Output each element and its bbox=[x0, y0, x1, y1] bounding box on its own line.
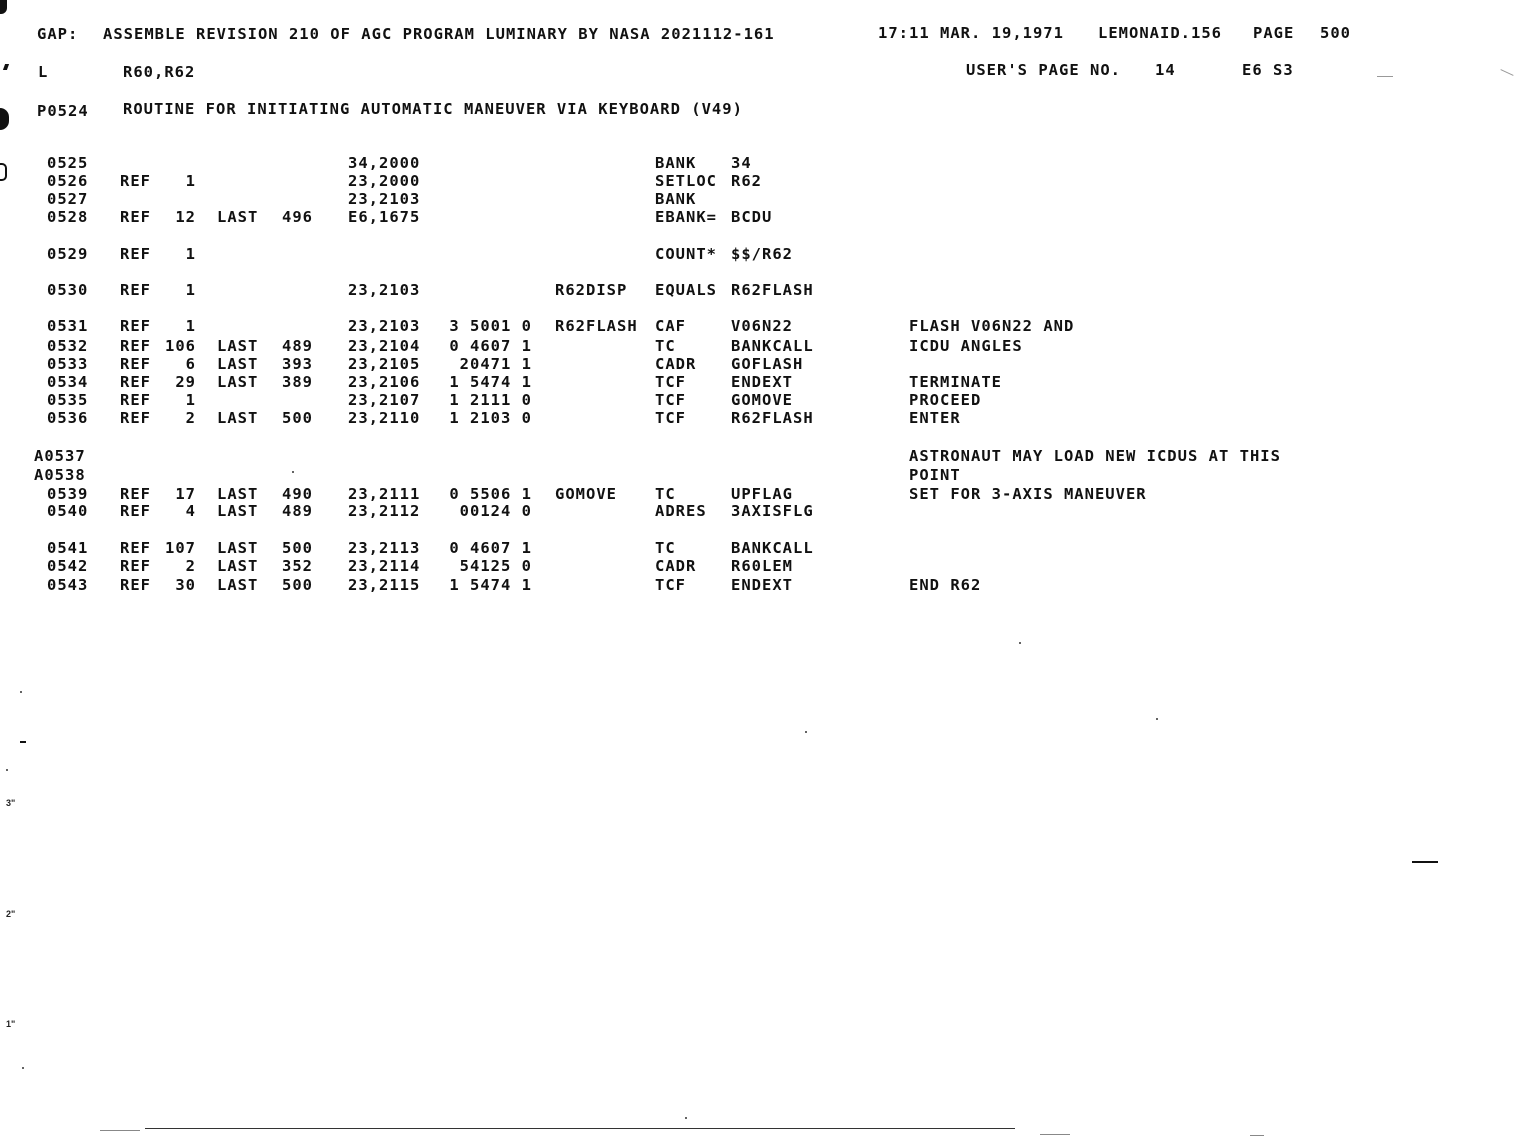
opcode: BANK bbox=[655, 190, 697, 208]
users-page-number: 14 bbox=[1155, 61, 1176, 79]
log-name: R60,R62 bbox=[123, 63, 196, 81]
line-number: 0539 bbox=[47, 485, 89, 503]
line-number: 0533 bbox=[47, 355, 89, 373]
line-number: A0537 bbox=[34, 447, 86, 465]
ref-label: REF bbox=[120, 373, 151, 391]
address: E6,1675 bbox=[348, 208, 421, 226]
last-label: LAST bbox=[217, 409, 259, 427]
last-label: LAST bbox=[217, 208, 259, 226]
margin-mark-2in: 2" bbox=[6, 909, 16, 919]
address: 23,2103 bbox=[348, 281, 421, 299]
scan-speck bbox=[20, 741, 26, 743]
ref-count: 1 bbox=[185, 172, 196, 190]
ref-label: REF bbox=[120, 337, 151, 355]
ref-count: 107 bbox=[165, 539, 196, 557]
machine-code: 1 2111 0 bbox=[449, 391, 532, 409]
opcode: SETLOC bbox=[655, 172, 717, 190]
last-label: LAST bbox=[217, 485, 259, 503]
operand: R62FLASH bbox=[731, 409, 814, 427]
ref-count: 2 bbox=[185, 409, 196, 427]
ref-label: REF bbox=[120, 557, 151, 575]
opcode: BANK bbox=[655, 154, 697, 172]
ref-label: REF bbox=[120, 576, 151, 594]
ref-label: REF bbox=[120, 539, 151, 557]
routine-title: ROUTINE FOR INITIATING AUTOMATIC MANEUVER VIA KEYBOARD (V49) bbox=[123, 100, 743, 118]
last-line: 500 bbox=[282, 409, 313, 427]
symbol-label: R62FLASH bbox=[555, 317, 638, 335]
line-number: A0538 bbox=[34, 466, 86, 484]
address: 23,2107 bbox=[348, 391, 421, 409]
machine-code: 0 4607 1 bbox=[449, 337, 532, 355]
page-bottom-rule bbox=[1040, 1134, 1070, 1135]
address: 23,2115 bbox=[348, 576, 421, 594]
opcode: TC bbox=[655, 539, 676, 557]
machine-code: 20471 1 bbox=[459, 355, 532, 373]
comment: ENTER bbox=[909, 409, 961, 427]
line-number: 0543 bbox=[47, 576, 89, 594]
address: 23,2110 bbox=[348, 409, 421, 427]
ref-label: REF bbox=[120, 391, 151, 409]
ref-label: REF bbox=[120, 172, 151, 190]
opcode: CADR bbox=[655, 355, 697, 373]
ref-count: 1 bbox=[185, 317, 196, 335]
opcode: EBANK= bbox=[655, 208, 717, 226]
scan-speck bbox=[1156, 718, 1158, 720]
comment: FLASH V06N22 AND bbox=[909, 317, 1075, 335]
assembly-title: ASSEMBLE REVISION 210 OF AGC PROGRAM LUMINARY BY NASA 2021112-161 bbox=[103, 25, 775, 43]
machine-code: 3 5001 0 bbox=[449, 317, 532, 335]
comment: POINT bbox=[909, 466, 961, 484]
scan-speck bbox=[3, 64, 9, 70]
opcode: ADRES bbox=[655, 502, 707, 520]
address: 23,2000 bbox=[348, 172, 421, 190]
ref-count: 17 bbox=[175, 485, 196, 503]
ref-count: 2 bbox=[185, 557, 196, 575]
machine-code: 54125 0 bbox=[459, 557, 532, 575]
symbol-label: GOMOVE bbox=[555, 485, 617, 503]
line-number: 0534 bbox=[47, 373, 89, 391]
operand: 34 bbox=[731, 154, 752, 172]
line-number: 0525 bbox=[47, 154, 89, 172]
opcode: TC bbox=[655, 337, 676, 355]
page-number: 500 bbox=[1320, 24, 1351, 42]
line-number: 0526 bbox=[47, 172, 89, 190]
address: 23,2103 bbox=[348, 190, 421, 208]
symbol-label: R62DISP bbox=[555, 281, 628, 299]
operand: 3AXISFLG bbox=[731, 502, 814, 520]
ref-label: REF bbox=[120, 502, 151, 520]
address: 23,2114 bbox=[348, 557, 421, 575]
comment: ASTRONAUT MAY LOAD NEW ICDUS AT THIS bbox=[909, 447, 1281, 465]
line-number: 0529 bbox=[47, 245, 89, 263]
scan-speck bbox=[20, 691, 22, 693]
operand: GOMOVE bbox=[731, 391, 793, 409]
page-label: PAGE bbox=[1253, 24, 1295, 42]
last-label: LAST bbox=[217, 502, 259, 520]
last-label: LAST bbox=[217, 337, 259, 355]
assembly-datetime: 17:11 MAR. 19,1971 bbox=[878, 24, 1064, 42]
last-label: LAST bbox=[217, 539, 259, 557]
ref-label: REF bbox=[120, 485, 151, 503]
lemonaid-id: LEMONAID.156 bbox=[1098, 24, 1222, 42]
opcode: TCF bbox=[655, 409, 686, 427]
line-number: 0540 bbox=[47, 502, 89, 520]
scan-speck bbox=[1019, 642, 1021, 644]
scan-speck bbox=[6, 769, 8, 771]
comment: ICDU ANGLES bbox=[909, 337, 1023, 355]
line-number: 0527 bbox=[47, 190, 89, 208]
page-bottom-rule bbox=[1250, 1135, 1264, 1136]
operand: ENDEXT bbox=[731, 576, 793, 594]
opcode: EQUALS bbox=[655, 281, 717, 299]
operand: R60LEM bbox=[731, 557, 793, 575]
ref-count: 4 bbox=[185, 502, 196, 520]
last-line: 496 bbox=[282, 208, 313, 226]
scan-speck bbox=[1412, 861, 1438, 863]
gap-label: GAP: bbox=[37, 25, 79, 43]
line-number: 0532 bbox=[47, 337, 89, 355]
machine-code: 0 5506 1 bbox=[449, 485, 532, 503]
operand: V06N22 bbox=[731, 317, 793, 335]
machine-code: 1 5474 1 bbox=[449, 373, 532, 391]
last-line: 500 bbox=[282, 576, 313, 594]
ref-label: REF bbox=[120, 281, 151, 299]
operand: $$/R62 bbox=[731, 245, 793, 263]
opcode: CAF bbox=[655, 317, 686, 335]
scan-speck bbox=[292, 471, 294, 473]
operand: ENDEXT bbox=[731, 373, 793, 391]
ref-count: 29 bbox=[175, 373, 196, 391]
opcode: TC bbox=[655, 485, 676, 503]
line-number: 0535 bbox=[47, 391, 89, 409]
page-bottom-rule bbox=[100, 1130, 140, 1131]
comment: TERMINATE bbox=[909, 373, 1002, 391]
section-id: E6 S3 bbox=[1242, 61, 1294, 79]
operand: BANKCALL bbox=[731, 337, 814, 355]
ref-count: 30 bbox=[175, 576, 196, 594]
address: 23,2113 bbox=[348, 539, 421, 557]
scan-speck bbox=[22, 1067, 24, 1069]
line-number: 0528 bbox=[47, 208, 89, 226]
ref-label: REF bbox=[120, 208, 151, 226]
operand: R62 bbox=[731, 172, 762, 190]
ref-count: 6 bbox=[185, 355, 196, 373]
log-letter: L bbox=[38, 63, 49, 81]
last-line: 389 bbox=[282, 373, 313, 391]
ref-count: 106 bbox=[165, 337, 196, 355]
last-label: LAST bbox=[217, 373, 259, 391]
last-line: 489 bbox=[282, 502, 313, 520]
operand: BANKCALL bbox=[731, 539, 814, 557]
line-number: 0536 bbox=[47, 409, 89, 427]
scan-speck bbox=[1377, 76, 1393, 77]
machine-code: 1 2103 0 bbox=[449, 409, 532, 427]
line-number: 0531 bbox=[47, 317, 89, 335]
ref-count: 1 bbox=[185, 281, 196, 299]
opcode: TCF bbox=[655, 576, 686, 594]
last-label: LAST bbox=[217, 576, 259, 594]
address: 23,2111 bbox=[348, 485, 421, 503]
last-line: 490 bbox=[282, 485, 313, 503]
operand: GOFLASH bbox=[731, 355, 804, 373]
address: 23,2112 bbox=[348, 502, 421, 520]
comment: SET FOR 3-AXIS MANEUVER bbox=[909, 485, 1147, 503]
ref-label: REF bbox=[120, 355, 151, 373]
address: 34,2000 bbox=[348, 154, 421, 172]
comment: END R62 bbox=[909, 576, 982, 594]
scan-speck bbox=[805, 731, 807, 733]
users-page-label: USER'S PAGE NO. bbox=[966, 61, 1121, 79]
margin-mark-1in: 1" bbox=[6, 1019, 16, 1029]
last-line: 489 bbox=[282, 337, 313, 355]
operand: BCDU bbox=[731, 208, 773, 226]
margin-mark-3in: 3" bbox=[6, 798, 16, 808]
opcode: TCF bbox=[655, 391, 686, 409]
binder-hole-mark bbox=[0, 163, 7, 181]
binder-hole-mark bbox=[0, 108, 9, 130]
opcode: TCF bbox=[655, 373, 686, 391]
address: 23,2106 bbox=[348, 373, 421, 391]
opcode: COUNT* bbox=[655, 245, 717, 263]
page-bottom-rule bbox=[145, 1128, 1015, 1129]
operand: R62FLASH bbox=[731, 281, 814, 299]
ref-label: REF bbox=[120, 409, 151, 427]
line-number: 0530 bbox=[47, 281, 89, 299]
ref-label: REF bbox=[120, 317, 151, 335]
operand: UPFLAG bbox=[731, 485, 793, 503]
machine-code: 1 5474 1 bbox=[449, 576, 532, 594]
machine-code: 00124 0 bbox=[459, 502, 532, 520]
last-line: 393 bbox=[282, 355, 313, 373]
line-number: 0542 bbox=[47, 557, 89, 575]
routine-id: P0524 bbox=[37, 102, 89, 120]
line-number: 0541 bbox=[47, 539, 89, 557]
address: 23,2103 bbox=[348, 317, 421, 335]
last-line: 500 bbox=[282, 539, 313, 557]
address: 23,2105 bbox=[348, 355, 421, 373]
ref-label: REF bbox=[120, 245, 151, 263]
comment: PROCEED bbox=[909, 391, 982, 409]
scan-speck bbox=[1500, 69, 1513, 76]
last-label: LAST bbox=[217, 355, 259, 373]
ref-count: 1 bbox=[185, 245, 196, 263]
opcode: CADR bbox=[655, 557, 697, 575]
binder-hole-mark bbox=[0, 0, 7, 14]
machine-code: 0 4607 1 bbox=[449, 539, 532, 557]
address: 23,2104 bbox=[348, 337, 421, 355]
ref-count: 1 bbox=[185, 391, 196, 409]
ref-count: 12 bbox=[175, 208, 196, 226]
scan-speck bbox=[685, 1117, 687, 1119]
last-label: LAST bbox=[217, 557, 259, 575]
last-line: 352 bbox=[282, 557, 313, 575]
